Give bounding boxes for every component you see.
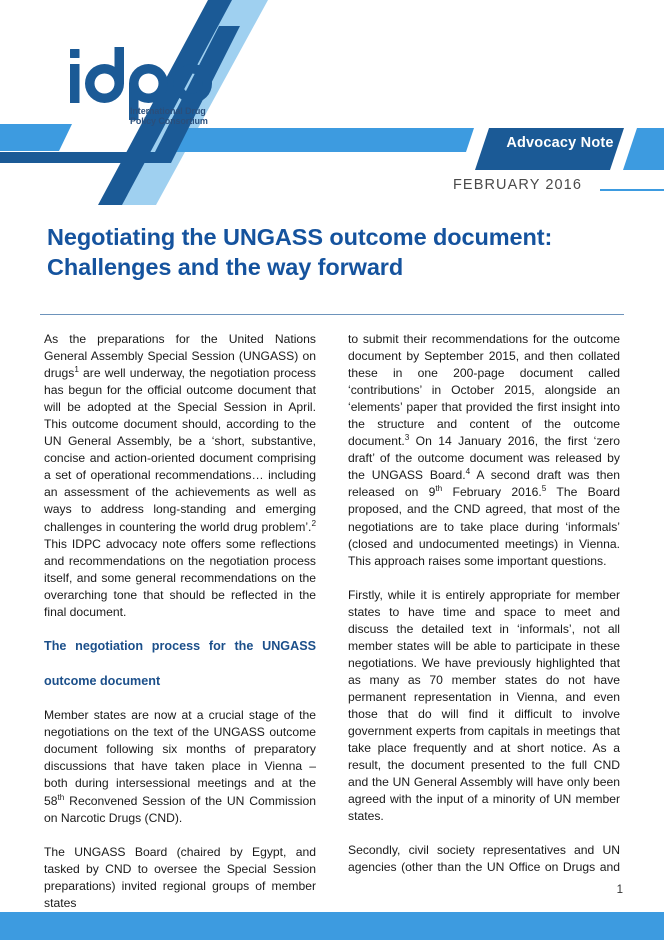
right-p1-text-a: to submit their recommendations for the outcome document by September 2015, and then collated these in one 200-page document called ‘contributions’ in October 2015, alongside an ‘elements’ paper that provided the first insight into the structure and content of the outcome document. [348,332,620,449]
date-rule [600,189,664,191]
left-paragraph-1 [44,331,316,621]
idpc-logo [68,47,218,132]
right-column [348,331,620,893]
section-heading-negotiation-process [44,638,316,691]
page-number: 1 [616,884,623,896]
left-p1-text-a: As the preparations for the United Nations General Assembly Special Session (UNGASS) on drugs [44,332,316,381]
section-heading-line-1: The negotiation process for the UNGASS [44,638,316,653]
page-title-line-1: Negotiating the UNGASS outcome document: [47,224,553,250]
publication-date: FEBRUARY 2016 [452,177,582,193]
ordinal-suffix-58th: th [57,792,65,802]
idpc-logo-mark [68,47,218,132]
page-title-line-2: Challenges and the way forward [47,254,404,281]
right-p1-text-b: On 14 January 2016, the first ‘zero draft’ of the outcome document was released by the UNGASS Board. [348,434,620,483]
right-paragraph-3: Secondly, civil society representatives and UN agencies (other than the UN Office on Drugs and [348,843,620,875]
body-columns [0,331,664,910]
ordinal-suffix-9th: th [435,484,443,494]
footnote-ref-5: 5 [541,484,547,494]
right-p1-text-d: February 2016. [442,485,542,500]
left-accent-parallelogram [0,124,72,151]
right-p1-text-e: The Board proposed, and the CND agreed, that most of the negotiations are to take place during ‘informals’ (closed and undocumented meetings) in Vienna. This approach raises some important questions. [348,485,621,568]
right-paragraph-2: Firstly, while it is entirely appropriate for member states to have time and space to meet and discuss the detailed text in ‘informals’, not all member states will be able to participate in these negotiations. We have previously highlighted that as many as 70 member states do not have permanent representation in Vienna, and even those that do will find it difficult to involve government experts from capitals in meetings that take place frequently and at short notice. As a result, the document presented to the full CND and the UN General Assembly will have only been agreed with the input of a minority of UN member states. [348,587,620,824]
page-title [47,222,627,282]
right-paragraph-1 [348,331,620,570]
footnote-ref-4: 4 [465,467,471,477]
right-p1-text-c: A second draft was then released on 9 [348,468,620,500]
left-p1-text-b: are well underway, the negotiation process has begun for the official outcome document that will be adopted at the Special Session in April. This outcome document should, according to the UN General Assembly, be a ‘short, substantive, concise and action-oriented document comprising a set of operational recommendations… including an assessment of the achievements as well as ways to address long-standing and emerging challenges in countering the world drug problem’. [44,366,316,534]
title-divider-rule [40,314,624,315]
left-p1-text-c: This IDPC advocacy note offers some reflections and recommendations on the negotiation process itself, and some general recommendations on the overarching tone that should be reflected in the final document. [44,536,316,619]
section-heading-line-2: outcome document [44,673,161,688]
left-p2-text-b: Reconvened Session of the UN Commission on Narcotic Drugs (CND). [44,793,316,825]
footnote-ref-2: 2 [311,518,316,528]
left-p2-text-a: Member states are now at a crucial stage of the negotiations on the text of the UNGASS outcome document following six months of preparatory discussions that have taken place in Vienna – both during intersessional meetings and at the 58 [44,708,316,808]
logo-tagline-line2: Policy Consortium [130,116,208,126]
logo-tagline-line1: International Drug [130,106,206,116]
footer-bar [0,912,664,940]
advocacy-note-label: Advocacy Note [506,135,614,151]
left-column [44,331,316,929]
footnote-ref-1: 1 [74,365,79,375]
left-paragraph-3: The UNGASS Board (chaired by Egypt, and tasked by CND to oversee the Special Session preparations) invited regional groups of member states [44,844,316,910]
footnote-ref-3: 3 [404,433,410,443]
left-paragraph-2 [44,707,316,826]
